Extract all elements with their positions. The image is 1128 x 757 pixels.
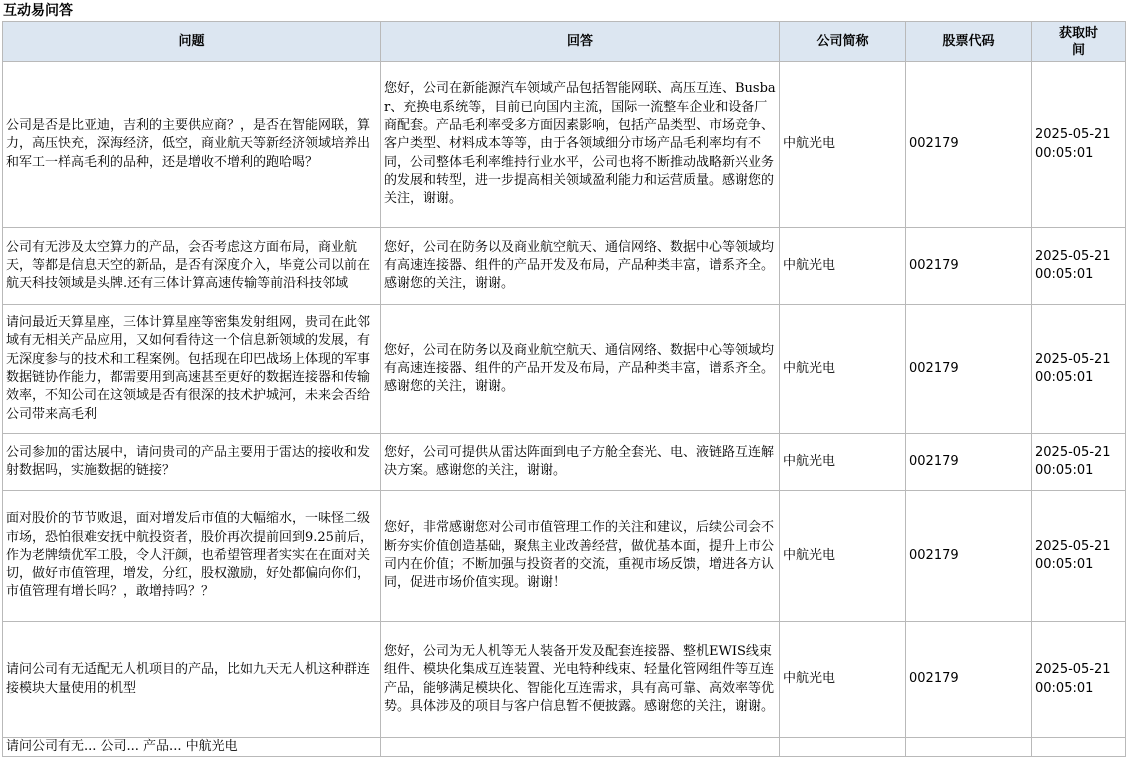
header-row (3, 22, 1126, 62)
table-row (3, 62, 1126, 228)
question-cell[interactable]: 面对股价的节节败退，面对增发后市值的大幅缩水，一味怪二级市场，恐怕很难安抚中航投资者，股价再次提前回到9.25前后，作为老牌绩优军工股，令人汗颜，也希望管理者实实在在面对关切，做好市值管理，增发，分红，股权激励，好处都偏向你们，市值管理有增长吗？，敢增持吗？？ (3, 491, 381, 622)
company-cell[interactable]: 中航光电 (780, 434, 906, 491)
answer-cell[interactable] (381, 738, 780, 757)
company-cell[interactable]: 中航光电 (780, 305, 906, 434)
column-header-company[interactable]: 公司简称 (780, 22, 906, 62)
time-cell[interactable]: 2025-05-21 00:05:01 (1032, 434, 1126, 491)
table-row (3, 434, 1126, 491)
code-cell[interactable]: 002179 (906, 228, 1032, 305)
question-cell[interactable]: 公司参加的雷达展中，请问贵司的产品主要用于雷达的接收和发射数据吗，实施数据的链接？ (3, 434, 381, 491)
code-cell[interactable]: 002179 (906, 62, 1032, 228)
company-cell[interactable]: 中航光电 (780, 62, 906, 228)
company-cell[interactable] (780, 738, 906, 757)
time-cell[interactable]: 2025-05-21 00:05:01 (1032, 305, 1126, 434)
time-cell[interactable]: 2025-05-21 00:05:01 (1032, 228, 1126, 305)
column-header-time[interactable]: 获取时 间 (1032, 22, 1126, 62)
answer-cell[interactable]: 您好，非常感谢您对公司市值管理工作的关注和建议，后续公司会不断夯实价值创造基础，聚焦主业改善经营，做优基本面，提升上市公司内在价值；不断加强与投资者的交流，重视市场反馈，增进各方认同，促进市场价值实现。谢谢！ (381, 491, 780, 622)
company-cell[interactable]: 中航光电 (780, 491, 906, 622)
code-cell[interactable]: 002179 (906, 622, 1032, 738)
company-cell[interactable]: 中航光电 (780, 228, 906, 305)
table-row (3, 491, 1126, 622)
company-cell[interactable]: 中航光电 (780, 622, 906, 738)
time-cell[interactable]: 2025-05-21 00:05:01 (1032, 622, 1126, 738)
answer-cell[interactable]: 您好，公司在防务以及商业航空航天、通信网络、数据中心等领域均有高速连接器、组件的产品开发及布局，产品种类丰富，谱系齐全。感谢您的关注，谢谢。 (381, 228, 780, 305)
answer-cell[interactable]: 您好，公司在防务以及商业航空航天、通信网络、数据中心等领域均有高速连接器、组件的产品开发及布局，产品种类丰富，谱系齐全。感谢您的关注，谢谢。 (381, 305, 780, 434)
question-cell[interactable]: 公司是否是比亚迪，吉利的主要供应商？，是否在智能网联，算力，高压快充，深海经济，低空，商业航天等新经济领域培养出和军工一样高毛利的品种，还是增收不增利的跑哈喝？ (3, 62, 381, 228)
sheet-title: 互动易问答 (3, 3, 73, 19)
time-cell[interactable]: 2025-05-21 00:05:01 (1032, 491, 1126, 622)
column-header-code[interactable]: 股票代码 (906, 22, 1032, 62)
code-cell[interactable]: 002179 (906, 491, 1032, 622)
column-header-answer[interactable]: 回答 (381, 22, 780, 62)
answer-cell[interactable]: 您好，公司为无人机等无人装备开发及配套连接器、整机EWIS线束组件、模块化集成互连装置、光电特种线束、轻量化管网组件等互连产品，能够满足模块化、智能化互连需求，具有高可靠、高效率等优势。具体涉及的项目与客户信息暂不便披露。感谢您的关注，谢谢。 (381, 622, 780, 738)
code-cell[interactable] (906, 738, 1032, 757)
question-cell[interactable]: 请问公司有无... 公司... 产品... 中航光电 (3, 738, 381, 757)
table-row (3, 305, 1126, 434)
question-cell[interactable]: 公司有无涉及太空算力的产品，会否考虑这方面布局，商业航天，等都是信息天空的新品，是否有深度介入，毕竟公司以前在航天科技领域是头牌.还有三体计算高速传输等前沿科技邻域 (3, 228, 381, 305)
table-row-cut-off (3, 738, 1126, 757)
table-row (3, 228, 1126, 305)
column-header-question[interactable]: 问题 (3, 22, 381, 62)
time-cell[interactable] (1032, 738, 1126, 757)
time-cell[interactable]: 2025-05-21 00:05:01 (1032, 62, 1126, 228)
answer-cell[interactable]: 您好，公司可提供从雷达阵面到电子方舱全套光、电、液链路互连解决方案。感谢您的关注，谢谢。 (381, 434, 780, 491)
question-cell[interactable]: 请问最近天算星座，三体计算星座等密集发射组网，贵司在此邻域有无相关产品应用，又如何看待这一个信息新领域的发展，有无深度参与的技术和工程案例。包括现在印巴战场上体现的军事数据链协作能力，都需要用到高速甚至更好的数据连接器和传输效率，不知公司在这领域是否有很深的技术护城河，未来会否给公司带来高毛利 (3, 305, 381, 434)
code-cell[interactable]: 002179 (906, 305, 1032, 434)
table-row (3, 622, 1126, 738)
qa-table (2, 21, 1126, 757)
question-cell[interactable]: 请问公司有无适配无人机项目的产品，比如九天无人机这种群连接模块大量使用的机型 (3, 622, 381, 738)
answer-cell[interactable]: 您好，公司在新能源汽车领域产品包括智能网联、高压互连、Busbar、充换电系统等，目前已向国内主流，国际一流整车企业和设备厂商配套。产品毛利率受多方面因素影响，包括产品类型、市场竞争、客户类型、材料成本等等，由于各领域细分市场产品毛利率均有不同，公司整体毛利率维持行业水平，公司也将不断推动战略新兴业务的发展和转型，进一步提高相关领域盈利能力和运营质量。感谢您的关注，谢谢。 (381, 62, 780, 228)
code-cell[interactable]: 002179 (906, 434, 1032, 491)
